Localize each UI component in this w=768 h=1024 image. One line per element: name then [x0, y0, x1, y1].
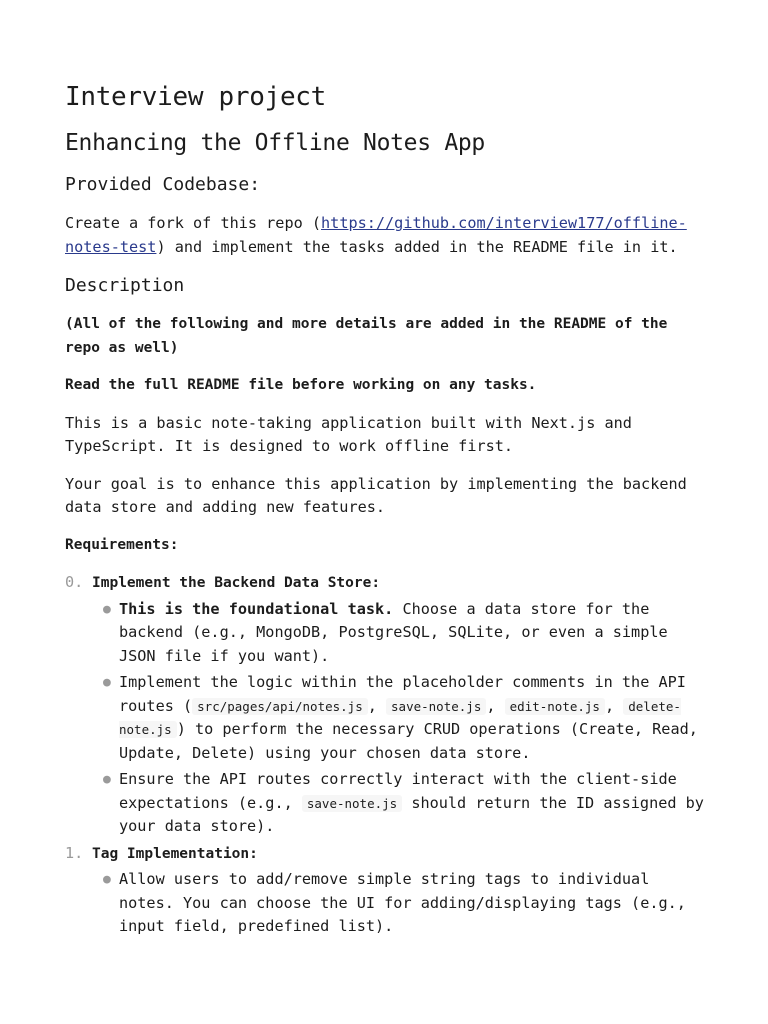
description-paragraph-2: Your goal is to enhance this application by implementing the backend data store and adding new features. [65, 474, 687, 516]
sub-list-item [92, 671, 708, 765]
requirement-title: Tag Implementation: [92, 845, 258, 862]
page-title: Interview project [65, 82, 327, 112]
requirement-title: Implement the Backend Data Store: [92, 575, 381, 591]
codebase-text-after: ) and implement the tasks added in the README file in it. [156, 237, 678, 256]
bullet-icon: ● [103, 675, 111, 690]
requirement-number: 1. [65, 843, 84, 862]
inline-code: save-note.js [386, 698, 486, 715]
inline-code: edit-note.js [505, 698, 605, 715]
separator: , [367, 696, 387, 715]
separator: , [604, 696, 624, 715]
sub-item-text: should return the ID assigned by your data store). [119, 793, 704, 835]
requirements-list [65, 571, 708, 939]
description-heading: Description [65, 275, 185, 296]
codebase-paragraph [65, 212, 708, 259]
sub-list-item [92, 868, 708, 939]
requirement-item [65, 571, 708, 839]
sub-item-text: Choose a data store for the backend (e.g., MongoDB, PostgreSQL, SQLite, or even a simple JSON file if you want). [119, 599, 668, 665]
inline-code: src/pages/api/notes.js [192, 698, 368, 715]
requirement-sublist [92, 598, 708, 839]
description-paragraph-1: This is a basic note-taking application built with Next.js and TypeScript. It is designed to work offline first. [65, 413, 632, 455]
repo-link[interactable]: https://github.com/interview177/offline-notes-test [65, 214, 687, 256]
sub-list-item [92, 768, 708, 839]
sub-item-text: Allow users to add/remove simple string tags to individual notes. You can choose the UI for adding/displaying tags (e.g., input field, predefined list). [119, 870, 686, 935]
bullet-icon: ● [103, 601, 111, 617]
page-subtitle: Enhancing the Offline Notes App [65, 130, 485, 156]
requirements-heading: Requirements: [65, 536, 179, 553]
sub-item-text: Implement the logic within the placeholder comments in the API routes ( [119, 673, 686, 715]
requirement-sublist [92, 868, 708, 939]
codebase-text-before: Create a fork of this repo ( [65, 214, 322, 232]
sub-list-item [92, 598, 708, 669]
inline-code: delete-note.js [119, 698, 681, 737]
separator: , [486, 696, 505, 715]
bullet-icon: ● [103, 872, 111, 887]
readme-note: (All of the following and more details are added in the README of the repo as well) [65, 316, 668, 356]
sub-item-text: ) to perform the necessary CRUD operations (Create, Read, Update, Delete) using your chosen data store. [119, 720, 698, 762]
inline-code: save-note.js [302, 795, 402, 812]
codebase-heading: Provided Codebase: [65, 174, 261, 195]
readme-warning: Read the full README file before working on any tasks. [65, 377, 537, 393]
sub-item-text: Ensure the API routes correctly interact with the client-side expectations (e.g., [119, 770, 677, 812]
requirement-item [65, 842, 708, 939]
bullet-icon: ● [103, 772, 111, 787]
requirement-number: 0. [65, 573, 84, 591]
sub-item-strong: This is the foundational task. [119, 599, 394, 618]
